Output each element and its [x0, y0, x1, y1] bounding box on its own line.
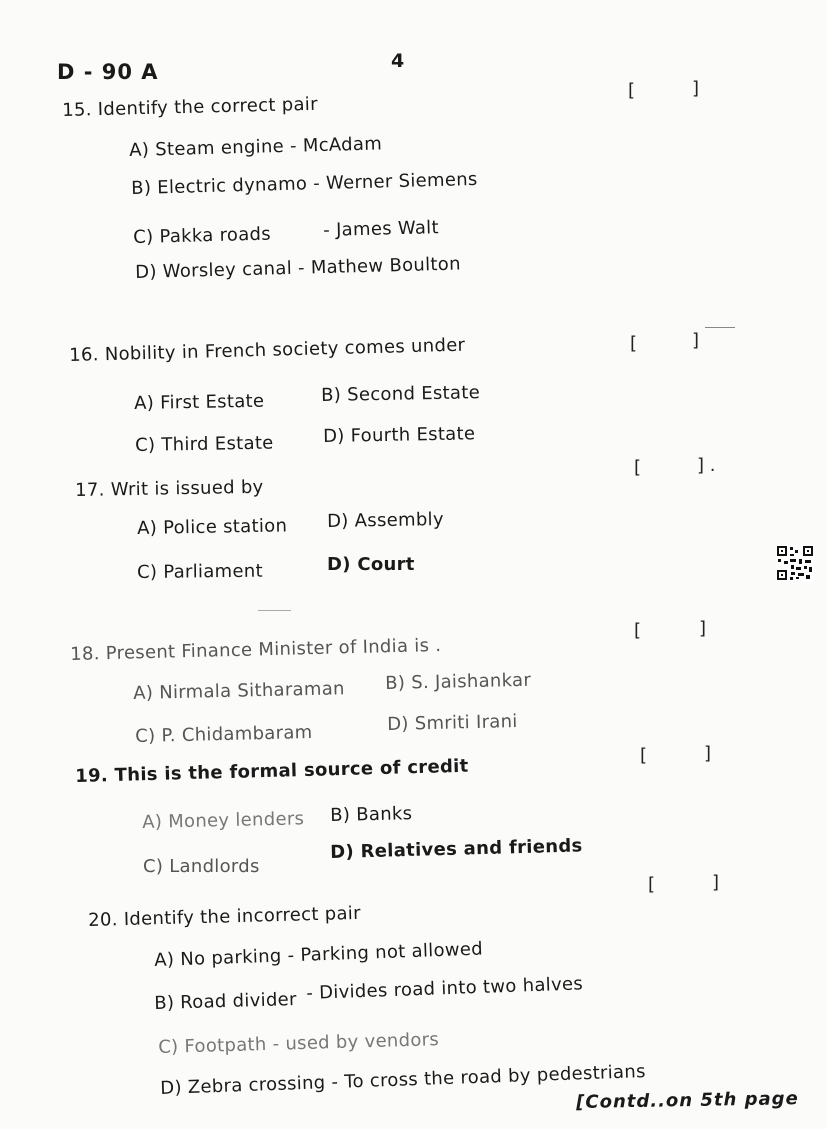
answer-bracket-17: [: [634, 457, 642, 478]
q20-option-b: B) Road divider: [154, 989, 297, 1014]
q20-option-b-answer: - Divides road into two halves: [306, 973, 584, 1004]
pen-mark: [705, 327, 735, 328]
answer-bracket-18-close: ]: [699, 618, 707, 639]
answer-bracket-19-close: ]: [704, 743, 712, 764]
q20-option-a: A) No parking - Parking not allowed: [154, 938, 484, 971]
q16-option-b: B) Second Estate: [321, 382, 481, 406]
q19-option-a: A) Money lenders: [142, 808, 305, 833]
answer-bracket-18: [: [634, 620, 642, 641]
answer-bracket-15-close: ]: [692, 78, 700, 99]
q15-option-c-answer: - James Walt: [323, 217, 440, 241]
answer-bracket-20: [: [648, 874, 656, 895]
q15-option-b: B) Electric dynamo - Werner Siemens: [131, 168, 478, 199]
q18-option-a: A) Nirmala Sitharaman: [133, 678, 345, 704]
continued-note: [Contd..on 5th page: [576, 1088, 799, 1113]
question-15: 15. Identify the correct pair: [62, 93, 319, 121]
qr-code-icon: [776, 545, 814, 581]
question-18: 18. Present Finance Minister of India is .: [70, 634, 442, 665]
q19-option-d: D) Relatives and friends: [330, 835, 583, 863]
q20-option-d: D) Zebra crossing - To cross the road by pedestrians: [160, 1061, 647, 1099]
question-19: 19. This is the formal source of credit: [75, 755, 469, 787]
exam-code: D - 90 A: [57, 60, 159, 84]
q16-option-d: D) Fourth Estate: [323, 423, 476, 447]
question-20: 20. Identify the incorrect pair: [88, 902, 362, 931]
question-17: 17. Writ is issued by: [75, 476, 264, 501]
q20-option-c: C) Footpath - used by vendors: [158, 1029, 440, 1058]
q16-option-a: A) First Estate: [134, 390, 265, 414]
page-number: 4: [391, 50, 405, 72]
q15-option-a: A) Steam engine - McAdam: [129, 133, 383, 161]
answer-bracket-16: [: [630, 333, 638, 354]
q17-option-b: D) Assembly: [327, 508, 445, 532]
answer-bracket-15: [: [628, 80, 636, 101]
question-16: 16. Nobility in French society comes under: [69, 334, 466, 366]
q15-option-d: D) Worsley canal - Mathew Boulton: [135, 253, 462, 283]
q19-option-b: B) Banks: [330, 803, 413, 826]
q15-option-c: C) Pakka roads: [133, 223, 272, 248]
q16-option-c: C) Third Estate: [135, 432, 274, 456]
dotted-mark: [258, 610, 291, 611]
answer-bracket-17-close: ] .: [697, 455, 716, 476]
answer-bracket-20-close: ]: [712, 872, 720, 893]
q18-option-b: B) S. Jaishankar: [385, 669, 532, 694]
q17-option-d: D) Court: [327, 554, 415, 575]
q19-option-c: C) Landlords: [143, 856, 260, 877]
q18-option-c: C) P. Chidambaram: [135, 721, 313, 747]
q17-option-a: A) Police station: [137, 515, 288, 539]
answer-bracket-19: [: [640, 745, 648, 766]
q17-option-c: C) Parliament: [137, 560, 264, 583]
answer-bracket-16-close: ]: [692, 330, 700, 351]
q18-option-d: D) Smriti Irani: [387, 711, 518, 735]
